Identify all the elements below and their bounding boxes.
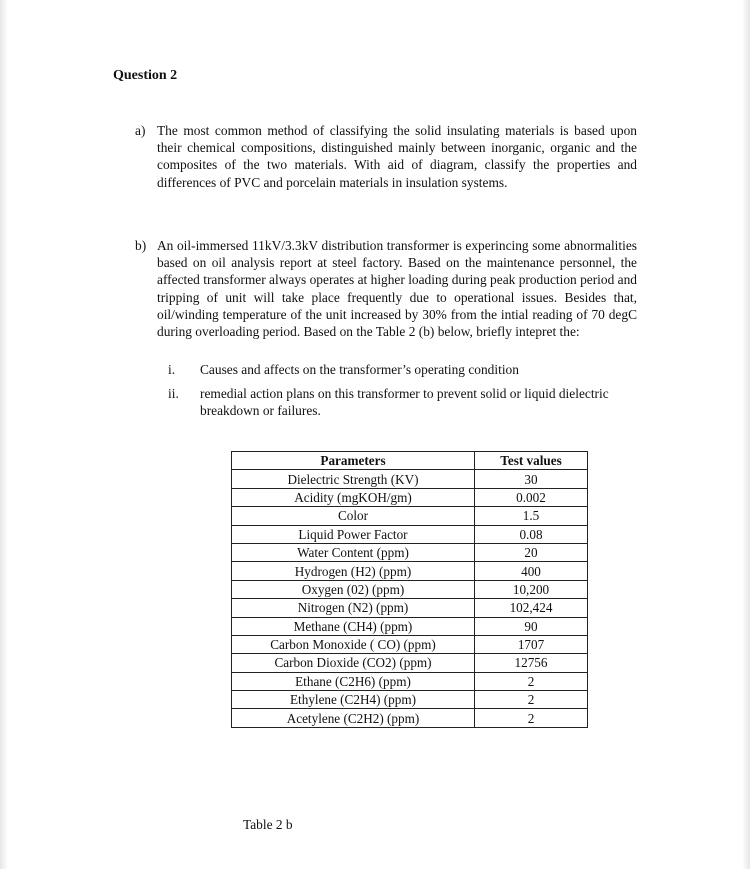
table-row <box>232 543 588 561</box>
parameter-cell: Ethylene (C2H4) (ppm) <box>232 691 475 709</box>
part-b-item <box>168 385 638 419</box>
value-cell: 20 <box>475 543 588 561</box>
table-row <box>232 580 588 598</box>
part-a-label: a) <box>135 123 146 138</box>
value-cell: 1.5 <box>475 507 588 525</box>
table-row <box>232 525 588 543</box>
table-row <box>232 654 588 672</box>
part-b-text: An oil-immersed 11kV/3.3kV distribution transformer is experincing some abnormalities based on oil analysis report at steel factory. Based on the maintenance personnel, the affected transformer always operates at higher loading during peak production period and tripping of unit will take place frequently due to operational issues. Besides that, oil/winding temperature of the unit increased by 30% from the intial reading of 70 degC during overloading period. Based on the Table 2 (b) below, briefly intepret the: <box>157 238 637 340</box>
parameter-cell: Liquid Power Factor <box>232 525 475 543</box>
item-text: Causes and affects on the transformer’s operating condition <box>200 362 519 377</box>
table-row <box>232 635 588 653</box>
value-cell: 0.08 <box>475 525 588 543</box>
value-cell: 102,424 <box>475 599 588 617</box>
value-cell: 90 <box>475 617 588 635</box>
part-a-text: The most common method of classifying the solid insulating materials is based upon their chemical compositions, distinguished mainly between inorganic, organic and the composites of the two materials. With aid of diagram, classify the properties and differences of PVC and porcelain materials in insulation systems. <box>157 123 637 190</box>
parameter-cell: Carbon Dioxide (CO2) (ppm) <box>232 654 475 672</box>
table-row <box>232 470 588 488</box>
header-test-values: Test values <box>475 452 588 470</box>
header-parameters: Parameters <box>232 452 475 470</box>
test-values-table <box>231 451 588 728</box>
parameter-cell: Color <box>232 507 475 525</box>
parameter-cell: Oxygen (02) (ppm) <box>232 580 475 598</box>
item-number: ii. <box>168 386 179 401</box>
value-cell: 400 <box>475 562 588 580</box>
value-cell: 0.002 <box>475 488 588 506</box>
value-cell: 1707 <box>475 635 588 653</box>
parameter-cell: Water Content (ppm) <box>232 543 475 561</box>
value-cell: 30 <box>475 470 588 488</box>
table-caption: Table 2 b <box>243 817 293 832</box>
table-row <box>232 599 588 617</box>
part-b <box>135 237 637 340</box>
table-row <box>232 617 588 635</box>
value-cell: 10,200 <box>475 580 588 598</box>
part-b-item <box>168 361 638 378</box>
table-row <box>232 488 588 506</box>
page-edge-left <box>0 0 8 869</box>
table-row <box>232 507 588 525</box>
part-b-label: b) <box>135 238 147 253</box>
value-cell: 12756 <box>475 654 588 672</box>
parameter-cell: Nitrogen (N2) (ppm) <box>232 599 475 617</box>
value-cell: 2 <box>475 672 588 690</box>
question-title: Question 2 <box>113 68 178 83</box>
table-row <box>232 672 588 690</box>
table-header-row <box>232 452 588 470</box>
parameter-cell: Dielectric Strength (KV) <box>232 470 475 488</box>
parameter-cell: Hydrogen (H2) (ppm) <box>232 562 475 580</box>
table-row <box>232 709 588 727</box>
page-edge-right <box>742 0 750 869</box>
value-cell: 2 <box>475 709 588 727</box>
item-text: remedial action plans on this transformer to prevent solid or liquid dielectric breakdown or failures. <box>200 386 609 418</box>
parameter-cell: Acetylene (C2H2) (ppm) <box>232 709 475 727</box>
table-row <box>232 691 588 709</box>
table-row <box>232 562 588 580</box>
part-a <box>135 122 637 191</box>
parameter-cell: Ethane (C2H6) (ppm) <box>232 672 475 690</box>
parameter-cell: Carbon Monoxide ( CO) (ppm) <box>232 635 475 653</box>
parameter-cell: Methane (CH4) (ppm) <box>232 617 475 635</box>
value-cell: 2 <box>475 691 588 709</box>
parameter-cell: Acidity (mgKOH/gm) <box>232 488 475 506</box>
item-number: i. <box>168 362 176 377</box>
